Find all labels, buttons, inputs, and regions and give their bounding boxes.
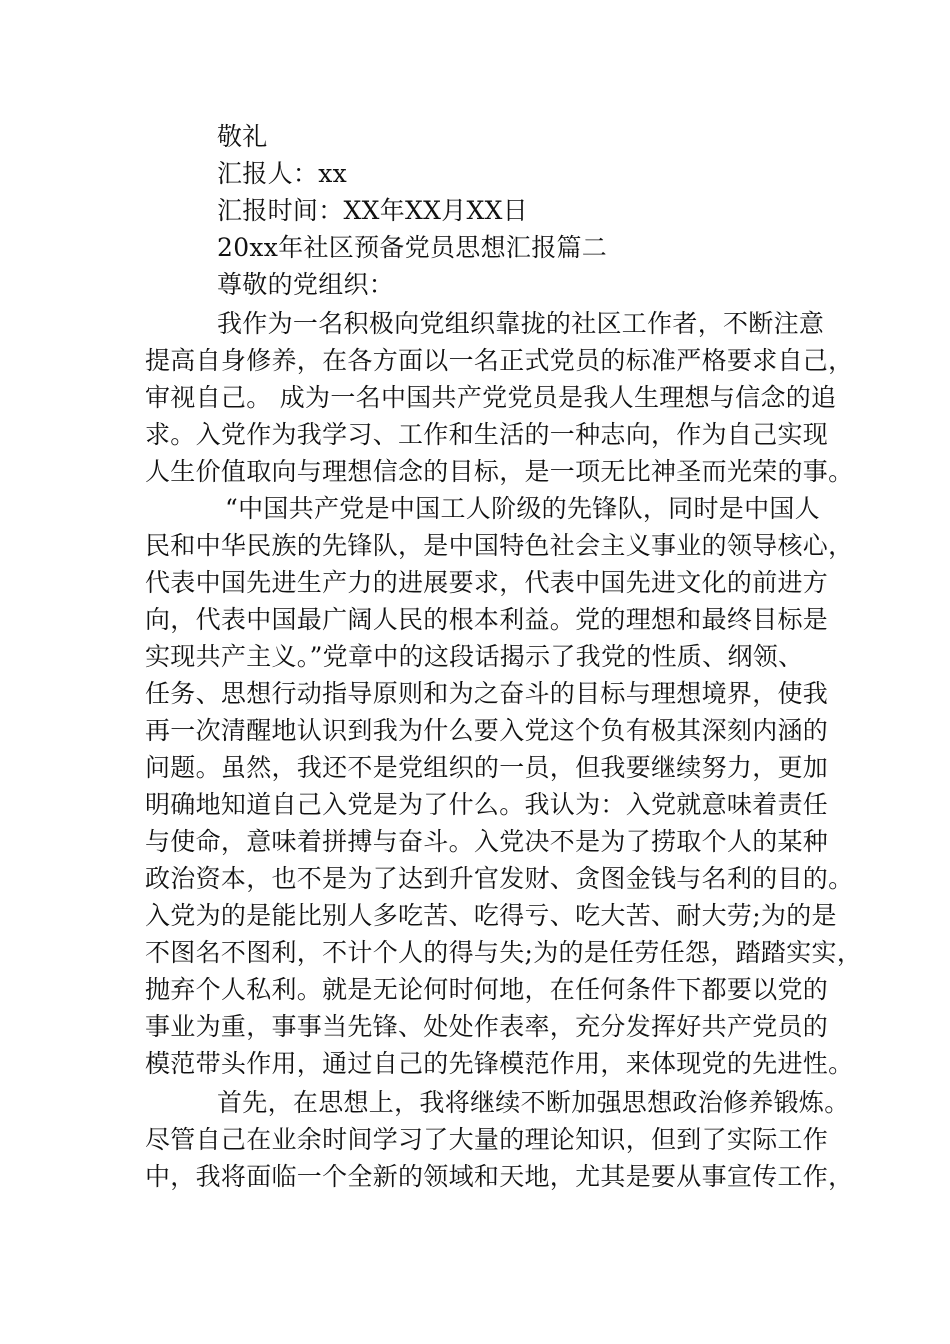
body-line: 模范带头作用，通过自己的先锋模范作用，来体现党的先进性。 bbox=[145, 1049, 854, 1078]
body-line: 抛弃个人私利。就是无论何时何地，在任何条件下都要以党的 bbox=[145, 975, 829, 1004]
body-line: 求。入党作为我学习、工作和生活的一种志向，作为自己实现 bbox=[145, 420, 829, 449]
body-line: 入党为的是能比别人多吃苦、吃得亏、吃大苦、耐大劳;为的是 bbox=[145, 901, 837, 930]
body-line: 人生价值取向与理想信念的目标，是一项无比神圣而光荣的事。 bbox=[145, 457, 854, 486]
body-line: 问题。虽然，我还不是党组织的一员，但我要继续努力，更加 bbox=[145, 753, 829, 782]
body-line: 与使命，意味着拼搏与奋斗。入党决不是为了捞取个人的某种 bbox=[145, 827, 829, 856]
body-line: “中国共产党是中国工人阶级的先锋队，同时是中国人 bbox=[225, 494, 820, 523]
greeting-line: 尊敬的党组织： bbox=[217, 270, 395, 299]
body-line: 审视自己。 成为一名中国共产党党员是我人生理想与信念的追 bbox=[145, 383, 837, 412]
body-line: 代表中国先进生产力的进展要求，代表中国先进文化的前进方 bbox=[145, 568, 829, 597]
report-time-line: 汇报时间：XX年XX月XX日 bbox=[217, 196, 528, 225]
body-line: 民和中华民族的先锋队，是中国特色社会主义事业的领导核心， bbox=[145, 531, 854, 560]
body-line: 我作为一名积极向党组织靠拢的社区工作者，不断注意 bbox=[217, 309, 825, 338]
body-line: 政治资本，也不是为了达到升官发财、贪图金钱与名利的目的。 bbox=[145, 864, 854, 893]
body-line: 任务、思想行动指导原则和为之奋斗的目标与理想境界，使我 bbox=[145, 679, 829, 708]
body-line: 尽管自己在业余时间学习了大量的理论知识，但到了实际工作 bbox=[145, 1125, 829, 1154]
section-title: 20xx年社区预备党员思想汇报篇二 bbox=[217, 233, 608, 262]
body-line: 明确地知道自己入党是为了什么。我认为：入党就意味着责任 bbox=[145, 790, 829, 819]
body-line: 不图名不图利，不计个人的得与失;为的是任劳任怨，踏踏实实， bbox=[145, 938, 863, 967]
body-line: 事业为重，事事当先锋、处处作表率，充分发挥好共产党员的 bbox=[145, 1012, 829, 1041]
body-line: 中，我将面临一个全新的领域和天地，尤其是要从事宣传工作， bbox=[145, 1162, 854, 1191]
reporter-line: 汇报人：xx bbox=[217, 159, 347, 188]
body-line: 实现共产主义。”党章中的这段话揭示了我党的性质、纲领、 bbox=[145, 642, 804, 671]
body-line: 提高自身修养，在各方面以一名正式党员的标准严格要求自己， bbox=[145, 346, 854, 375]
body-line: 再一次清醒地认识到我为什么要入党这个负有极其深刻内涵的 bbox=[145, 716, 829, 745]
body-line: 向，代表中国最广阔人民的根本利益。党的理想和最终目标是 bbox=[145, 605, 829, 634]
closing-salutation: 敬礼 bbox=[217, 122, 268, 151]
body-line: 首先，在思想上，我将继续不断加强思想政治修养锻炼。 bbox=[217, 1088, 850, 1117]
